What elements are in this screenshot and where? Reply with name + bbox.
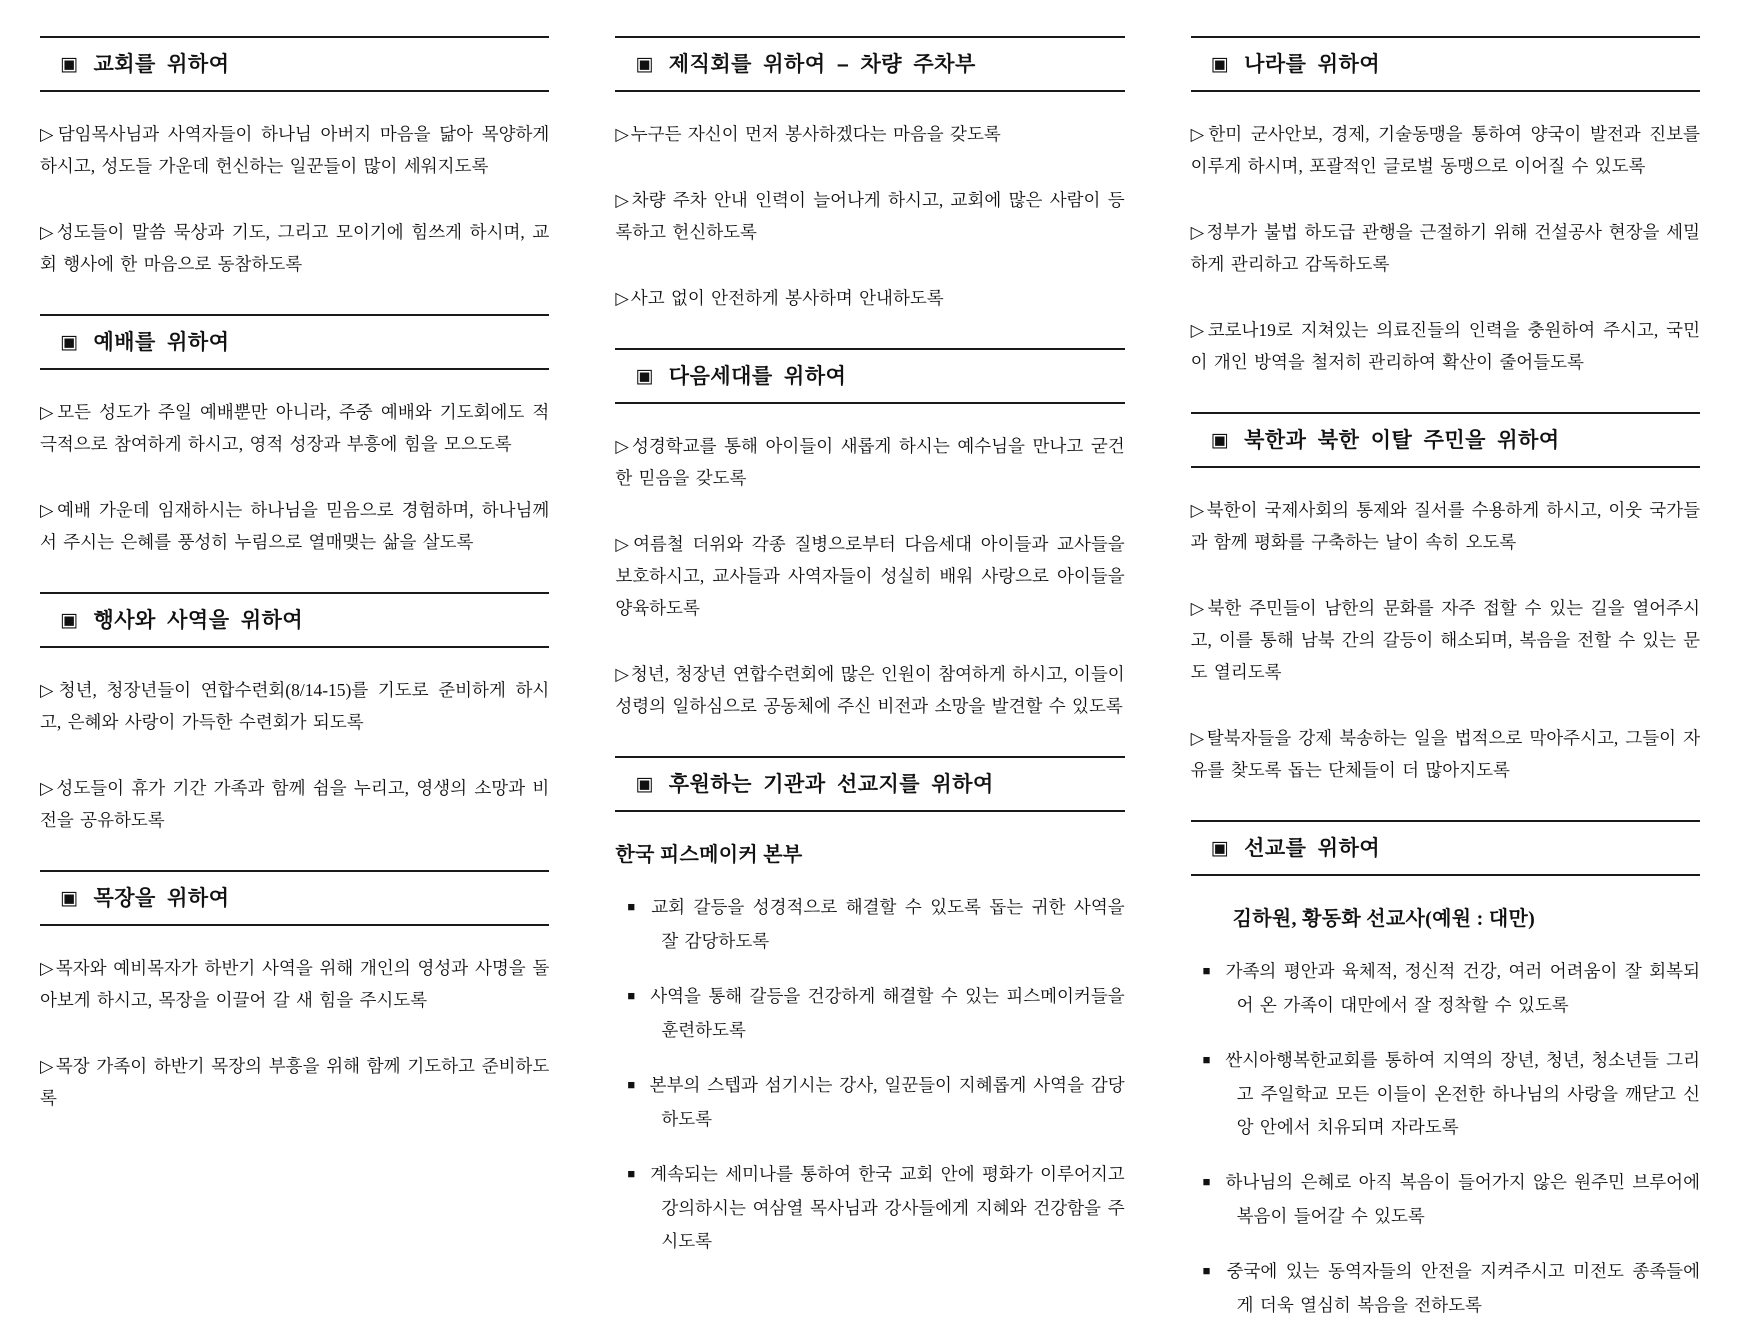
prayer-item [1191, 722, 1700, 786]
triangle-bullet-icon: ▷ [40, 124, 56, 144]
section-marker-icon: ▣ [635, 54, 654, 75]
section-title: 교회를 위하여 [93, 53, 230, 76]
bullet-item [615, 980, 1124, 1047]
prayer-item [615, 658, 1124, 722]
section-header [40, 314, 549, 370]
prayer-item [40, 772, 549, 836]
triangle-bullet-icon: ▷ [615, 124, 629, 144]
triangle-bullet-icon: ▷ [1190, 598, 1206, 618]
item-text: 청년, 청장년 연합수련회에 많은 인원이 참여하게 하시고, 이들이 성령의 일하심으로 공동체에 주신 비전과 소망을 발견할 수 있도록 [615, 664, 1125, 716]
section-title: 북한과 북한 이탈 주민을 위하여 [1244, 429, 1560, 452]
prayer-item [615, 118, 1124, 150]
prayer-item [40, 494, 549, 558]
item-text: 하나님의 은혜로 아직 복음이 들어가지 않은 원주민 브루어에 복음이 들어갈 수 있도록 [1225, 1172, 1700, 1226]
triangle-bullet-icon: ▷ [40, 222, 55, 242]
section-title: 제직회를 위하여 – 차량 주차부 [668, 53, 976, 76]
section-marker-icon: ▣ [635, 774, 654, 795]
triangle-bullet-icon: ▷ [40, 402, 56, 422]
triangle-bullet-icon: ▷ [1190, 728, 1205, 748]
section-title: 나라를 위하여 [1244, 53, 1381, 76]
prayer-item [40, 216, 549, 280]
item-text: 정부가 불법 하도급 관행을 근절하기 위해 건설공사 현장을 세밀하게 관리하고 감독하도록 [1190, 222, 1700, 274]
section-title: 후원하는 기관과 선교지를 위하여 [668, 773, 994, 796]
triangle-bullet-icon: ▷ [1190, 320, 1206, 340]
item-text: 북한이 국제사회의 통제와 질서를 수용하게 하시고, 이웃 국가들과 함께 평화를 구축하는 날이 속히 오도록 [1190, 500, 1700, 552]
column-3 [1190, 36, 1700, 1315]
item-text: 중국에 있는 동역자들의 안전을 지켜주시고 미전도 종족들에게 더욱 열심히 복음을 전하도록 [1226, 1261, 1700, 1315]
bullet-item [1191, 1166, 1700, 1233]
square-bullet-icon: ■ [1202, 1052, 1212, 1067]
column-1 [40, 36, 549, 1239]
prayer-item [40, 396, 549, 460]
item-text: 교회 갈등을 성경적으로 해결할 수 있도록 돕는 귀한 사역을 잘 감당하도록 [651, 897, 1125, 951]
item-text: 코로나19로 지쳐있는 의료진들의 인력을 충원하여 주시고, 국민이 개인 방역을 철저히 관리하여 확산이 줄어들도록 [1190, 320, 1700, 372]
item-text: 성경학교를 통해 아이들이 새롭게 하시는 예수님을 만나고 굳건한 믿음을 갖도록 [615, 436, 1125, 488]
triangle-bullet-icon: ▷ [1190, 222, 1205, 242]
section-marker-icon: ▣ [1210, 430, 1230, 451]
item-text: 성도들이 휴가 기간 가족과 함께 쉼을 누리고, 영생의 소망과 비전을 공유하도록 [40, 778, 550, 830]
item-text: 탈북자들을 강제 북송하는 일을 법적으로 막아주시고, 그들이 자유를 찾도록 돕는 단체들이 더 많아지도록 [1190, 728, 1700, 780]
item-text: 북한 주민들이 남한의 문화를 자주 접할 수 있는 길을 열어주시고, 이를 통해 남북 간의 갈등이 해소되며, 복음을 전할 수 있는 문도 열리도록 [1190, 598, 1700, 682]
item-text: 담임목사님과 사역자들이 하나님 아버지 마음을 닮아 목양하게 하시고, 성도들 가운데 헌신하는 일꾼들이 많이 세워지도록 [40, 124, 550, 176]
item-text: 예배 가운데 임재하시는 하나님을 믿음으로 경험하며, 하나님께서 주시는 은혜를 풍성히 누림으로 열매맺는 삶을 살도록 [40, 500, 550, 552]
triangle-bullet-icon: ▷ [40, 1056, 54, 1076]
prayer-section [1191, 36, 1700, 378]
triangle-bullet-icon: ▷ [40, 958, 54, 978]
section-title: 다음세대를 위하여 [668, 365, 847, 388]
section-header [40, 870, 549, 926]
bullet-item [615, 891, 1124, 958]
prayer-item [1191, 494, 1700, 558]
prayer-item [615, 282, 1124, 314]
prayer-item [40, 1050, 549, 1114]
prayer-item [40, 674, 549, 738]
bullet-item [1191, 955, 1700, 1022]
section-header [1191, 820, 1700, 876]
triangle-bullet-icon: ▷ [1190, 500, 1205, 520]
section-title: 목장을 위하여 [93, 887, 230, 910]
item-text: 목장 가족이 하반기 목장의 부흥을 위해 함께 기도하고 준비하도록 [40, 1056, 550, 1108]
triangle-bullet-icon: ▷ [615, 534, 632, 554]
section-marker-icon: ▣ [60, 332, 79, 353]
square-bullet-icon: ■ [627, 1166, 637, 1181]
prayer-section [40, 36, 549, 280]
square-bullet-icon: ■ [1202, 1174, 1212, 1189]
section-marker-icon: ▣ [635, 366, 654, 387]
subsection-title: 한국 피스메이커 본부 [615, 844, 803, 866]
section-marker-icon: ▣ [60, 610, 79, 631]
prayer-item [40, 952, 549, 1016]
prayer-item [40, 118, 549, 182]
triangle-bullet-icon: ▷ [40, 778, 55, 798]
square-bullet-icon: ■ [1202, 1263, 1213, 1278]
prayer-section [615, 756, 1124, 1258]
triangle-bullet-icon: ▷ [615, 288, 629, 308]
square-bullet-icon: ■ [627, 899, 638, 914]
prayer-item [615, 184, 1124, 248]
section-marker-icon: ▣ [1210, 838, 1230, 859]
section-title: 행사와 사역을 위하여 [93, 609, 304, 632]
triangle-bullet-icon: ▷ [40, 500, 56, 520]
section-header [615, 36, 1124, 92]
prayer-section [615, 36, 1124, 314]
prayer-section [1191, 412, 1700, 786]
triangle-bullet-icon: ▷ [615, 436, 630, 456]
prayer-item [1191, 314, 1700, 378]
prayer-section [40, 592, 549, 836]
item-text: 본부의 스텝과 섬기시는 강사, 일꾼들이 지혜롭게 사역을 감당하도록 [649, 1075, 1125, 1129]
triangle-bullet-icon: ▷ [40, 680, 57, 700]
item-text: 목자와 예비목자가 하반기 사역을 위해 개인의 영성과 사명을 돌아보게 하시고, 목장을 이끌어 갈 새 힘을 주시도록 [40, 958, 550, 1010]
item-text: 한미 군사안보, 경제, 기술동맹을 통하여 양국이 발전과 진보를 이루게 하시며, 포괄적인 글로벌 동맹으로 이어질 수 있도록 [1190, 124, 1700, 176]
subsection-title: 김하원, 황동화 선교사(예원 : 대만) [1232, 908, 1536, 930]
section-header [615, 348, 1124, 404]
prayer-section [1191, 820, 1700, 1322]
section-header [1191, 412, 1700, 468]
prayer-section [615, 348, 1124, 722]
section-title: 선교를 위하여 [1244, 837, 1381, 860]
square-bullet-icon: ■ [1202, 963, 1212, 978]
item-text: 싼시아행복한교회를 통하여 지역의 장년, 청년, 청소년들 그리고 주일학교 모든 이들이 온전한 하나님의 사랑을 깨닫고 신앙 안에서 치유되며 자라도록 [1225, 1050, 1700, 1137]
prayer-section [40, 870, 549, 1114]
item-text: 가족의 평안과 육체적, 정신적 건강, 여러 어려움이 잘 회복되어 온 가족이 대만에서 잘 정착할 수 있도록 [1225, 961, 1700, 1015]
item-text: 모든 성도가 주일 예배뿐만 아니라, 주중 예배와 기도회에도 적극적으로 참여하게 하시고, 영적 성장과 부흥에 힘을 모으도록 [40, 402, 550, 454]
item-text: 사고 없이 안전하게 봉사하며 안내하도록 [630, 288, 944, 308]
bullet-item [615, 1158, 1124, 1258]
section-header [40, 592, 549, 648]
item-text: 청년, 청장년들이 연합수련회(8/14-15)를 기도로 준비하게 하시고, 은혜와 사랑이 가득한 수련회가 되도록 [40, 680, 550, 732]
triangle-bullet-icon: ▷ [1190, 124, 1207, 144]
section-marker-icon: ▣ [60, 54, 79, 75]
prayer-item [1191, 592, 1700, 688]
prayer-item [615, 430, 1124, 494]
column-2 [615, 36, 1125, 1251]
item-text: 계속되는 세미나를 통하여 한국 교회 안에 평화가 이루어지고 강의하시는 여삼열 목사님과 강사들에게 지혜와 건강함을 주시도록 [650, 1164, 1125, 1251]
item-text: 사역을 통해 갈등을 건강하게 해결할 수 있는 피스메이커들을 훈련하도록 [650, 986, 1125, 1040]
section-header [40, 36, 549, 92]
item-text: 차량 주차 안내 인력이 늘어나게 하시고, 교회에 많은 사람이 등록하고 헌신하도록 [615, 190, 1125, 242]
item-text: 성도들이 말씀 묵상과 기도, 그리고 모이기에 힘쓰게 하시며, 교회 행사에 한 마음으로 동참하도록 [40, 222, 550, 274]
bullet-item [1191, 1044, 1700, 1144]
section-header [615, 756, 1124, 812]
prayer-section [40, 314, 549, 558]
section-header [1191, 36, 1700, 92]
item-text: 누구든 자신이 먼저 봉사하겠다는 마음을 갖도록 [630, 124, 1001, 144]
prayer-item [615, 528, 1124, 624]
section-marker-icon: ▣ [1210, 54, 1230, 75]
prayer-item [1191, 118, 1700, 182]
square-bullet-icon: ■ [627, 988, 637, 1003]
bullet-item [615, 1069, 1124, 1136]
prayer-item [1191, 216, 1700, 280]
triangle-bullet-icon: ▷ [615, 664, 629, 684]
bullet-item [1191, 1255, 1700, 1322]
square-bullet-icon: ■ [627, 1077, 636, 1092]
section-title: 예배를 위하여 [93, 331, 230, 354]
item-text: 여름철 더위와 각종 질병으로부터 다음세대 아이들과 교사들을 보호하시고, 교사들과 사역자들이 성실히 배워 사랑으로 아이들을 양육하도록 [615, 534, 1125, 618]
triangle-bullet-icon: ▷ [615, 190, 630, 210]
section-marker-icon: ▣ [60, 888, 79, 909]
